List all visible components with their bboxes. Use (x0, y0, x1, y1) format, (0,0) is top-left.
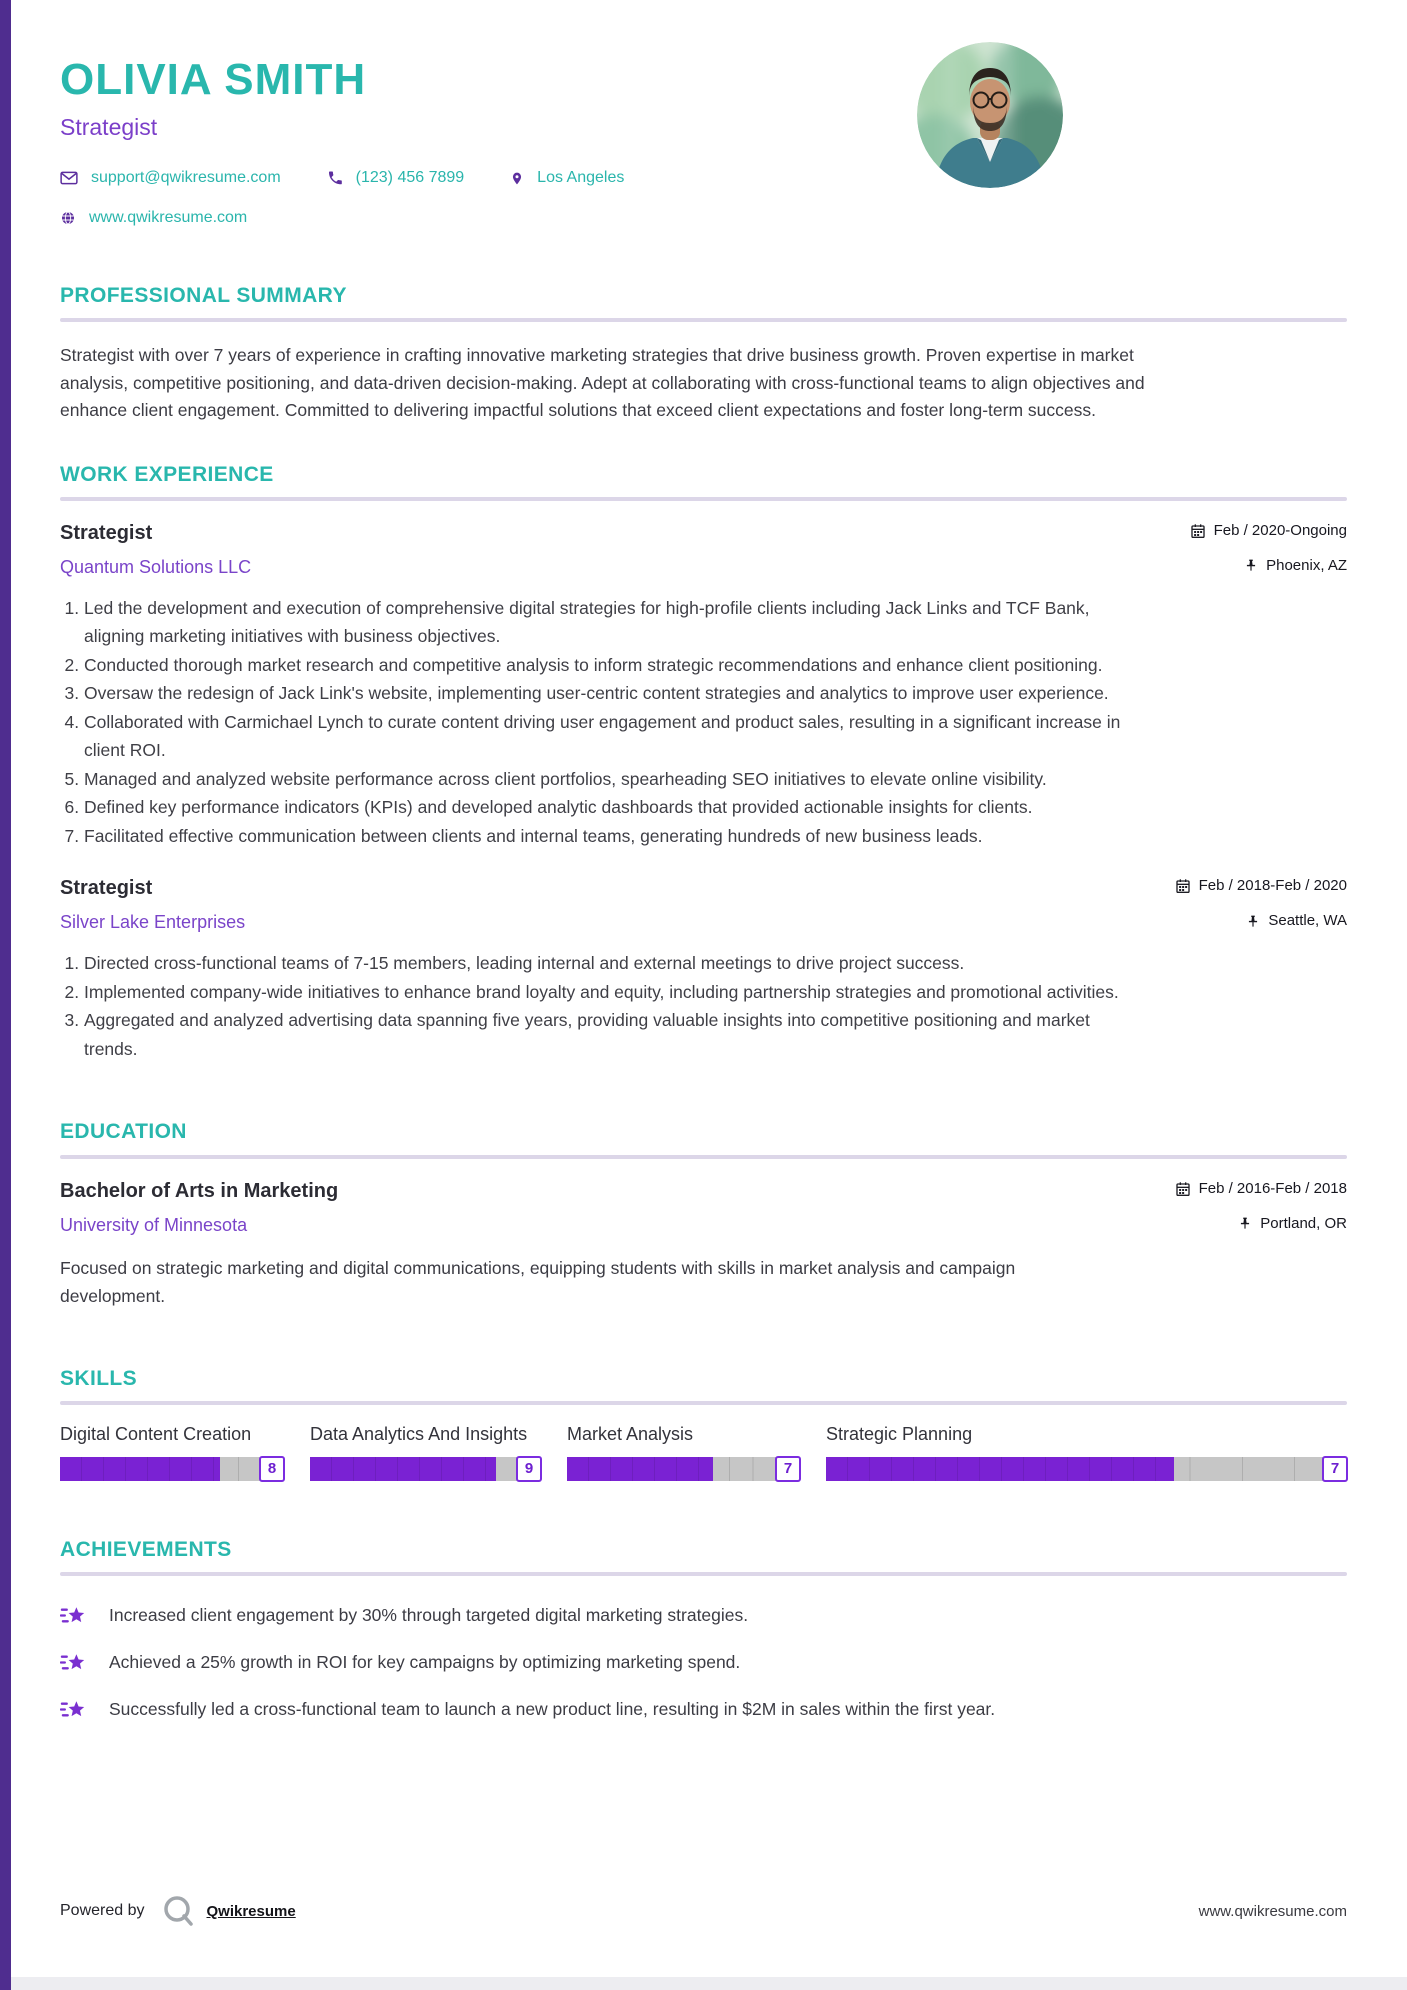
bullet-item: 3. Oversaw the redesign of Jack Link's website, implementing user-centric content strategies and analytics to improve user experience. (84, 679, 1124, 708)
achievement-star-icon (60, 1649, 87, 1676)
education-date (1175, 1179, 1347, 1199)
section-professional-summary (60, 283, 1347, 425)
skill-item (567, 1423, 826, 1481)
footer-website: www.qwikresume.com (1198, 1902, 1347, 1920)
calendar-icon-slot (1175, 1181, 1191, 1197)
company-name: Quantum Solutions LLC (60, 556, 252, 577)
skill-bar-fill (60, 1457, 220, 1481)
mail-icon (60, 171, 78, 185)
location-pin-icon (510, 170, 524, 187)
section-work-experience (60, 462, 1347, 1064)
education-description: Focused on strategic marketing and digital communications, equipping students with skills in market analysis and campaign development. (60, 1257, 1016, 1306)
page-bottom-band (0, 1977, 1407, 1990)
achievements-heading: ACHIEVEMENTS (60, 1537, 232, 1561)
degree-title: Bachelor of Arts in Marketing (60, 1179, 339, 1202)
person-job-title: Strategist (60, 114, 158, 140)
summary-text: Strategist with over 7 years of experience in crafting innovative marketing strategies that drive business growth. Proven expertise in market analysis, competitive positioning, and data-driven decision-making. Adept at collaborating with cross-functional teams to align objectives and enhance client engagement. Committed to delivering impactful solutions that exceed client expectations and foster long-term success. (60, 345, 1145, 421)
skill-bar-fill (310, 1457, 496, 1481)
job-date-text: Feb / 2020-Ongoing (1213, 521, 1347, 539)
job-title: Strategist (60, 521, 153, 544)
contact-row-2 (60, 209, 1347, 227)
section-skills (60, 1366, 1347, 1481)
school-name: University of Minnesota (60, 1214, 248, 1235)
person-name: OLIVIA SMITH (60, 55, 367, 104)
qwikresume-logo-icon (161, 1894, 195, 1928)
contact-location (510, 169, 624, 187)
achievement-list (60, 1602, 1347, 1723)
skill-item (60, 1423, 310, 1481)
achievement-star-icon (60, 1602, 87, 1629)
skill-bar-fill (826, 1457, 1174, 1481)
job-date-text: Feb / 2018-Feb / 2020 (1198, 877, 1347, 895)
calendar-icon-slot (1175, 878, 1191, 894)
job-location-text: Phoenix, AZ (1266, 556, 1347, 574)
qwikresume-brand-link[interactable]: Qwikresume (206, 1902, 296, 1920)
job-date (1190, 521, 1347, 541)
skill-bar (826, 1457, 1347, 1481)
bullet-item: 2. Conducted thorough market research and competitive analysis to inform strategic recommendations and enhance client positioning. (84, 651, 1124, 680)
education-entry (60, 1179, 1347, 1310)
job-entry (60, 876, 1347, 1063)
pushpin-icon-slot (1244, 558, 1258, 573)
skills-grid (60, 1423, 1347, 1481)
skill-item (310, 1423, 567, 1481)
calendar-icon-slot (1190, 523, 1206, 539)
section-divider (60, 497, 1347, 501)
header (60, 55, 1347, 227)
skill-bar (60, 1457, 284, 1481)
job-subheader-row (60, 911, 1347, 933)
bullet-item: 4. Collaborated with Carmichael Lynch to curate content driving user engagement and product sales, resulting in a significant increase in client ROI. (84, 708, 1124, 765)
skill-value-badge: 7 (775, 1456, 801, 1482)
skill-value-badge: 8 (259, 1456, 285, 1482)
footer (60, 1894, 1347, 1928)
skills-heading: SKILLS (60, 1366, 138, 1390)
achievement-star-icon (60, 1696, 87, 1723)
education-location (1238, 1214, 1347, 1234)
achievement-star-slot (60, 1696, 87, 1723)
powered-by (60, 1894, 296, 1928)
pushpin-icon-slot (1238, 1216, 1252, 1231)
website-link[interactable]: www.qwikresume.com (89, 209, 248, 226)
calendar-icon (1175, 878, 1191, 894)
bullet-item: 2. Implemented company-wide initiatives to enhance brand loyalty and equity, including partnership strategies and promotional activities. (84, 978, 1124, 1007)
education-date-text: Feb / 2016-Feb / 2018 (1198, 1179, 1347, 1197)
job-header-row (60, 521, 1347, 545)
left-accent-bar (0, 0, 11, 1990)
calendar-icon (1175, 1181, 1191, 1197)
email-link[interactable]: support@qwikresume.com (91, 169, 281, 186)
skill-name: Strategic Planning (826, 1423, 973, 1444)
achievement-text: Increased client engagement by 30% through targeted digital marketing strategies. (109, 1605, 749, 1626)
education-heading: EDUCATION (60, 1120, 187, 1144)
section-divider (60, 1401, 1347, 1405)
calendar-icon (1190, 523, 1206, 539)
phone-icon (327, 170, 343, 186)
globe-icon (60, 210, 76, 226)
section-education (60, 1119, 1347, 1309)
skill-bar (310, 1457, 541, 1481)
pushpin-icon-slot (1246, 914, 1260, 929)
skill-name: Digital Content Creation (60, 1423, 252, 1444)
profile-photo (917, 42, 1063, 188)
education-location-text: Portland, OR (1260, 1214, 1347, 1232)
pushpin-icon (1244, 558, 1258, 573)
job-list (60, 521, 1347, 1064)
job-header-row (60, 876, 1347, 900)
achievement-item (60, 1649, 1347, 1676)
section-divider (60, 1155, 1347, 1159)
bullet-item: 1. Led the development and execution of comprehensive digital strategies for high-profile clients including Jack Links and TCF Bank, aligning marketing initiatives with business objectives. (84, 594, 1124, 651)
section-achievements (60, 1537, 1347, 1723)
pushpin-icon (1238, 1216, 1252, 1231)
contact-row-1 (60, 169, 1347, 187)
bullet-item: 3. Aggregated and analyzed advertising data spanning five years, providing valuable insights into competitive positioning and market trends. (84, 1006, 1124, 1063)
company-name: Silver Lake Enterprises (60, 912, 246, 933)
skill-name: Data Analytics And Insights (310, 1423, 528, 1444)
section-divider (60, 1572, 1347, 1576)
work-heading: WORK EXPERIENCE (60, 462, 274, 486)
skill-bar (567, 1457, 800, 1481)
job-location (1244, 556, 1347, 576)
bullet-item: 5. Managed and analyzed website performance across client portfolios, spearheading SEO initiatives to elevate online visibility. (84, 765, 1124, 794)
skill-name: Market Analysis (567, 1423, 694, 1444)
achievement-star-slot (60, 1602, 87, 1629)
contact-email (60, 169, 281, 187)
phone-link[interactable]: (123) 456 7899 (355, 169, 465, 186)
job-title: Strategist (60, 877, 153, 900)
job-location-text: Seattle, WA (1268, 912, 1347, 930)
skill-value-badge: 9 (516, 1456, 542, 1482)
contact-website (60, 209, 247, 227)
job-bullet-list (60, 949, 1124, 1063)
achievement-item (60, 1696, 1347, 1723)
pushpin-icon (1246, 914, 1260, 929)
summary-heading: PROFESSIONAL SUMMARY (60, 284, 347, 307)
profile-photo-image (917, 42, 1063, 188)
achievement-text: Achieved a 25% growth in ROI for key campaigns by optimizing marketing spend. (109, 1652, 741, 1673)
achievement-item (60, 1602, 1347, 1629)
contact-phone (327, 169, 465, 187)
section-divider (60, 318, 1347, 322)
skill-bar-fill (567, 1457, 713, 1481)
job-date (1175, 876, 1347, 896)
achievement-star-slot (60, 1649, 87, 1676)
bullet-item: 1. Directed cross-functional teams of 7-15 members, leading internal and external meetings to drive project success. (84, 949, 1124, 978)
job-location (1246, 911, 1347, 931)
skill-item (826, 1423, 1347, 1481)
location-text: Los Angeles (537, 169, 625, 186)
skill-value-badge: 7 (1322, 1456, 1348, 1482)
achievement-text: Successfully led a cross-functional team to launch a new product line, resulting in $2M in sales within the first year. (109, 1699, 996, 1720)
job-entry (60, 521, 1347, 851)
powered-by-label: Powered by (60, 1902, 145, 1919)
job-subheader-row (60, 556, 1347, 578)
bullet-item: 6. Defined key performance indicators (KPIs) and developed analytic dashboards that provided actionable insights for clients. (84, 793, 1124, 822)
bullet-item: 7. Facilitated effective communication between clients and internal teams, generating hundreds of new business leads. (84, 822, 1124, 851)
job-bullet-list (60, 594, 1124, 851)
